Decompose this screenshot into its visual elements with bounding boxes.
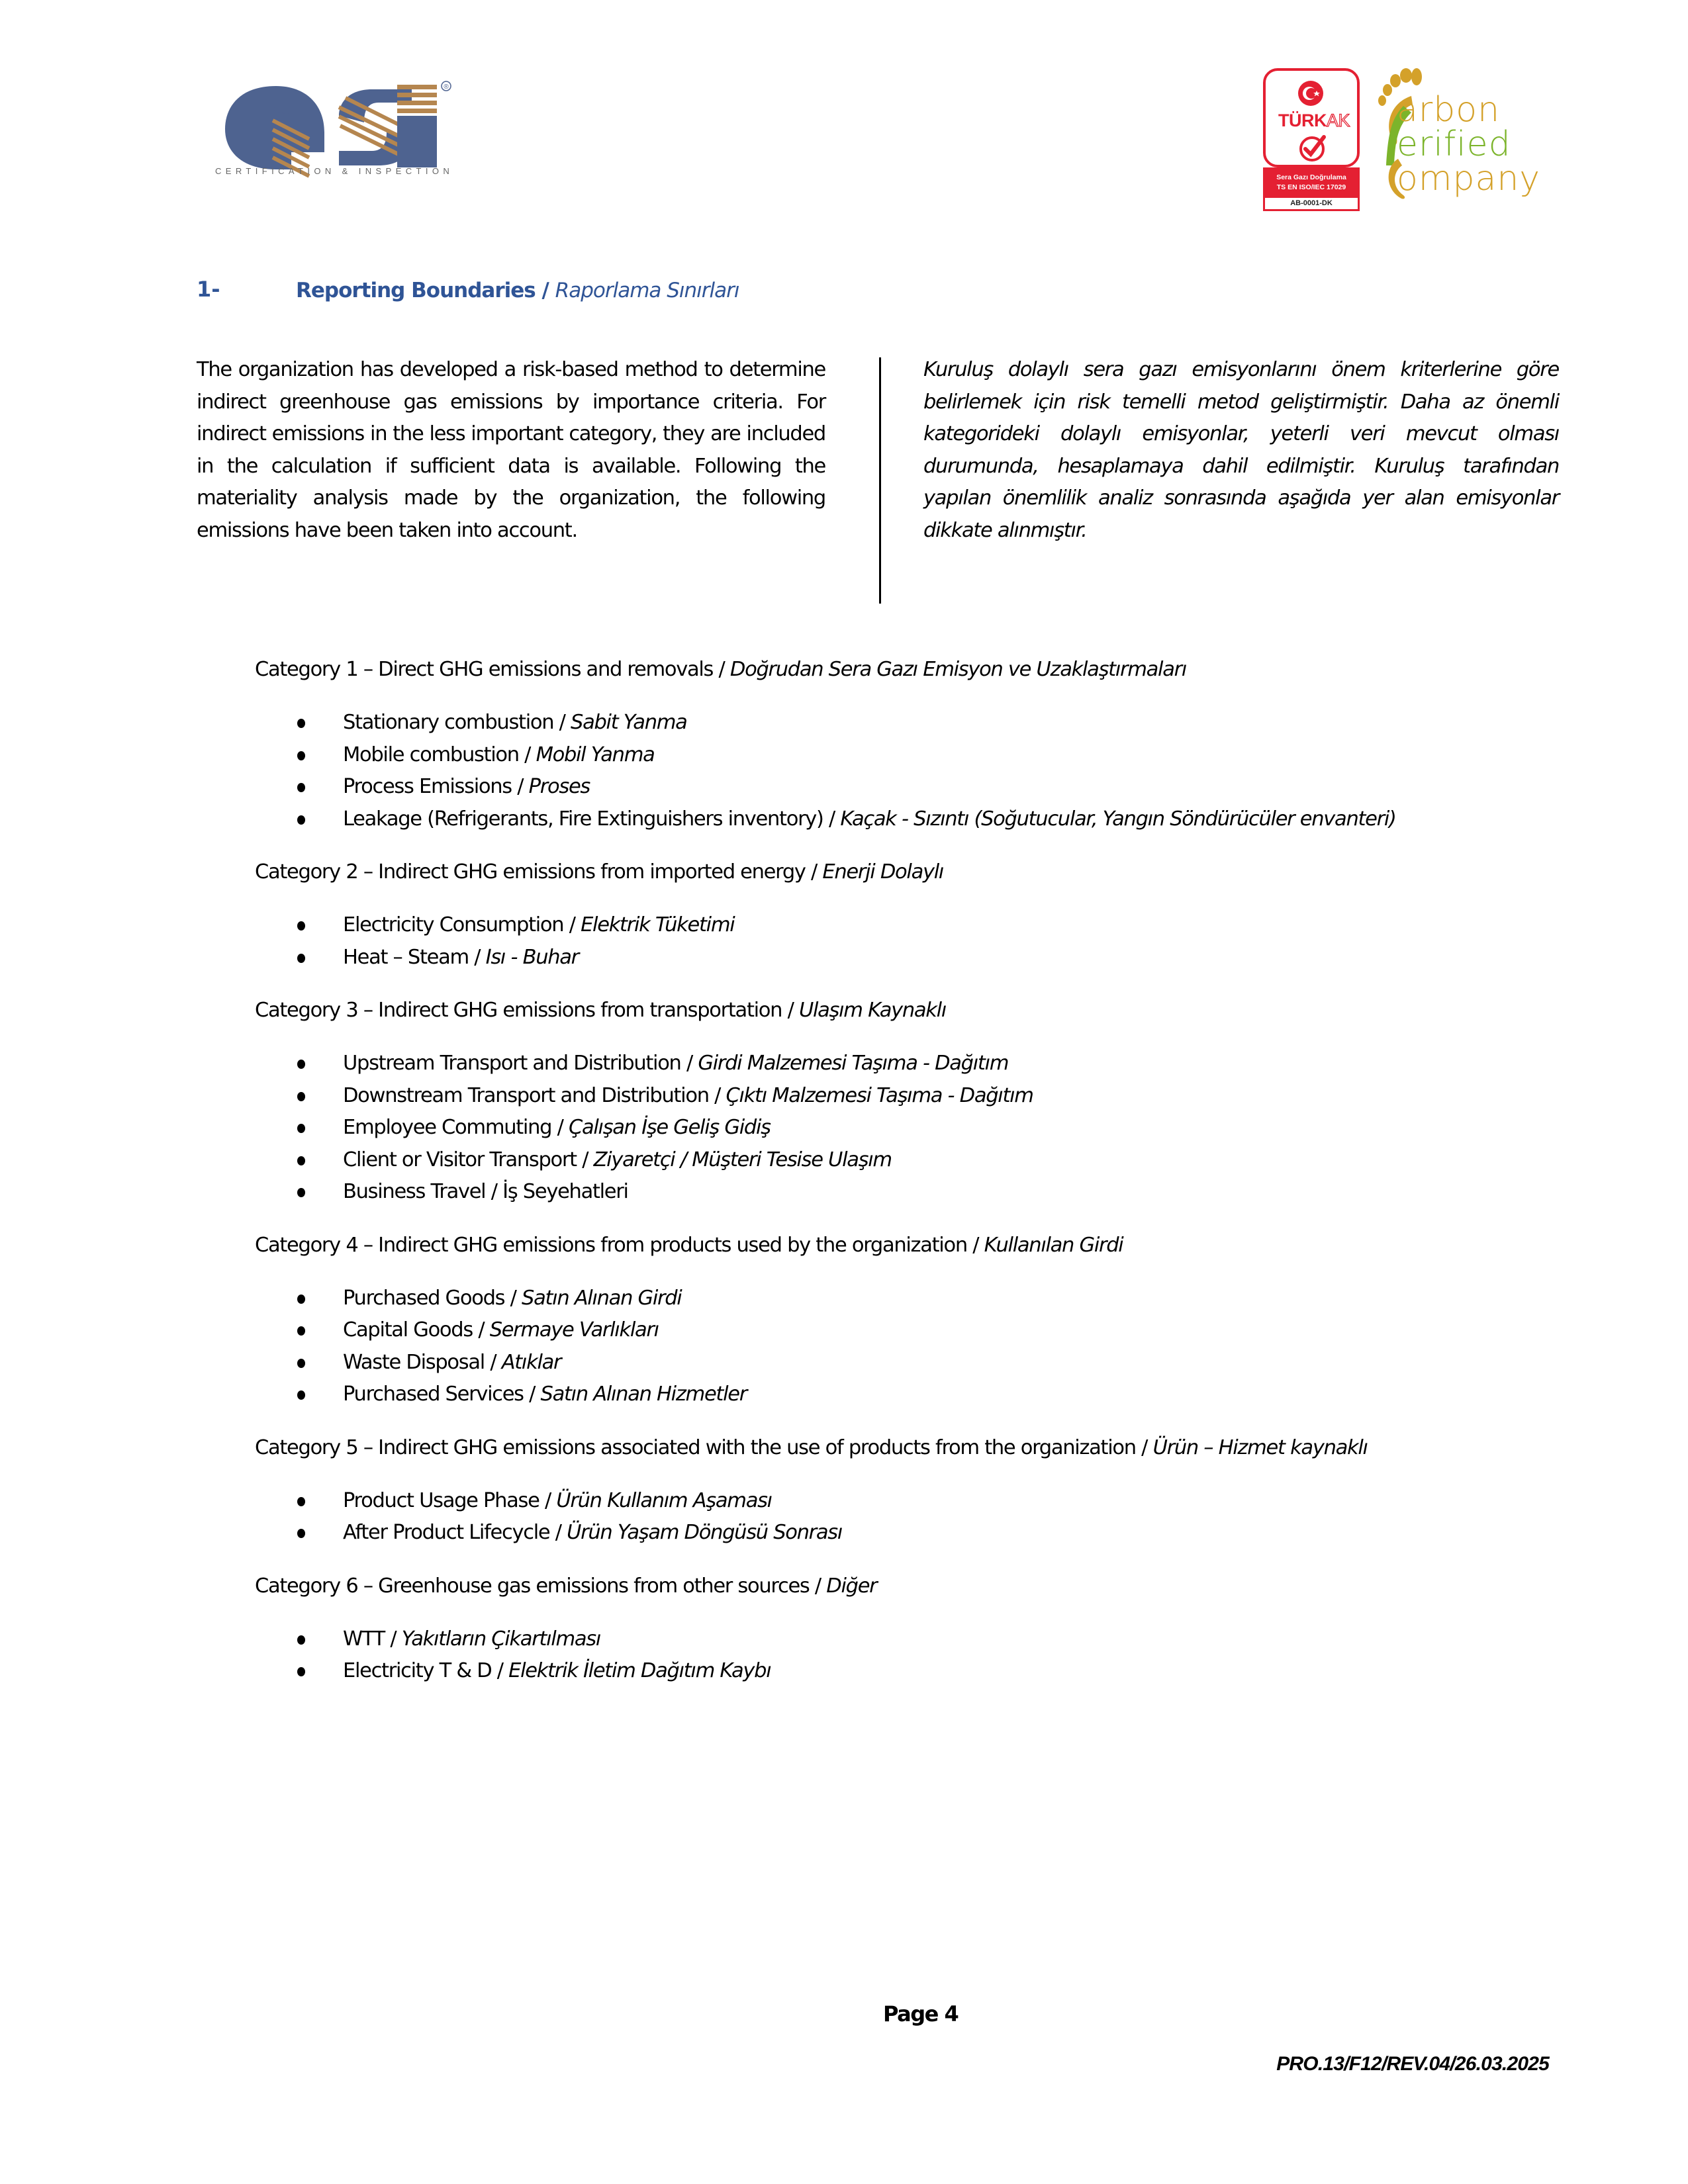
list-item: Capital Goods / Sermaye Varlıkları — [255, 1314, 1552, 1347]
column-divider — [879, 357, 881, 604]
category-title: Category 1 – Direct GHG emissions and removals / Doğrudan Sera Gazı Emisyon ve Uzaklaştırmaları — [255, 658, 1187, 681]
bullet-icon — [297, 1390, 305, 1400]
bullet-icon — [297, 1635, 305, 1645]
category-1 — [255, 654, 1552, 835]
category-5 — [255, 1432, 1552, 1549]
category-title: Category 3 – Indirect GHG emissions from transportation / Ulaşım Kaynaklı — [255, 999, 946, 1022]
bullet-icon — [297, 1092, 305, 1101]
category-title: Category 5 – Indirect GHG emissions associated with the use of products from the organization / Ürün – Hizmet kaynaklı — [255, 1435, 1368, 1459]
turkak-scope-band: Sera Gazı Doğrulama TS EN ISO/IEC 17029 — [1263, 167, 1360, 198]
list-item: Employee Commuting / Çalışan İşe Geliş Gidiş — [255, 1112, 1552, 1144]
page-number: Page 4 — [883, 2001, 959, 2026]
list-item: Heat – Steam / Isı - Buhar — [255, 942, 1552, 974]
document-revision-code: PRO.13/F12/REV.04/26.03.2025 — [1276, 2053, 1549, 2075]
list-item: Leakage (Refrigerants, Fire Extinguishers inventory) / Kaçak - Sızıntı (Soğutucular, Yangın Söndürücüler envanteri) — [255, 803, 1481, 836]
list-item: Mobile combustion / Mobil Yanma — [255, 739, 1552, 772]
svg-text:®: ® — [444, 83, 449, 91]
bullet-icon — [297, 783, 305, 792]
verified-word: erified — [1397, 124, 1511, 164]
turkak-accreditation-badge — [1263, 68, 1362, 210]
bullet-icon — [297, 719, 305, 728]
list-item: Electricity Consumption / Elektrik Tüketimi — [255, 909, 1552, 942]
list-item: Upstream Transport and Distribution / Girdi Malzemesi Taşıma - Dağıtım — [255, 1048, 1552, 1080]
category-3 — [255, 995, 1552, 1208]
category-title: Category 6 – Greenhouse gas emissions from other sources / Diğer — [255, 1574, 877, 1598]
list-item: Process Emissions / Proses — [255, 771, 1552, 803]
intro-turkish: Kuruluş dolaylı sera gazı emisyonlarını önem kriterlerine göre belirlemek için risk temelli metod geliştirmiştir. Daha az önemli kategorideki dolaylı emisyonlar, yeterli veri mevcut olması durumunda, hesaplamaya dahil edilmiştir. Kuruluş tarafından yapılan önemlilik analiz sonrasında aşağıda yer alan emisyonlar dikkate alınmıştır. — [923, 358, 1559, 542]
bullet-icon — [297, 1156, 305, 1165]
category-title: Category 4 – Indirect GHG emissions from products used by the organization / Kullanılan Girdi — [255, 1233, 1123, 1257]
turkak-frame — [1263, 68, 1360, 167]
turkak-accreditation-code: AB-0001-DK — [1263, 198, 1360, 211]
bullet-icon — [297, 1124, 305, 1133]
list-item: Business Travel / İş Seyehatleri — [255, 1176, 1552, 1208]
checkmark-circle-icon — [1297, 132, 1329, 163]
category-2 — [255, 856, 1552, 974]
list-item: Purchased Services / Satın Alınan Hizmetler — [255, 1379, 1552, 1411]
bullet-icon — [297, 921, 305, 931]
bullet-icon — [297, 954, 305, 963]
turkish-flag-crescent-icon — [1297, 79, 1327, 108]
carbon-verified-company-logo — [1372, 66, 1564, 208]
category-title: Category 2 – Indirect GHG emissions from imported energy / Enerji Dolaylı — [255, 860, 944, 884]
list-item: Client or Visitor Transport / Ziyaretçi / Müşteri Tesise Ulaşım — [255, 1144, 1552, 1177]
bullet-icon — [297, 1188, 305, 1197]
qsi-logo — [213, 66, 454, 179]
turkak-wordmark: TÜRKAK — [1278, 111, 1350, 130]
intro-english: The organization has developed a risk-based method to determine indirect greenhouse gas emissions by importance criteria. For indirect emissions in the less important category, they are included in the calculation if sufficient data is available. Following the materiality analysis made by the organization, the following emissions have been taken into account. — [197, 358, 825, 542]
bullet-icon — [297, 815, 305, 825]
list-item: Electricity T & D / Elektrik İletim Dağıtım Kaybı — [255, 1655, 1552, 1688]
bullet-icon — [297, 1667, 305, 1676]
section-number: 1- — [197, 277, 220, 302]
list-item: Waste Disposal / Atıklar — [255, 1347, 1552, 1379]
list-item: After Product Lifecycle / Ürün Yaşam Döngüsü Sonrası — [255, 1517, 1552, 1549]
emission-categories — [255, 654, 1552, 1709]
company-word: ompany — [1397, 159, 1541, 199]
carbon-word: arbon — [1397, 90, 1501, 130]
category-4 — [255, 1230, 1552, 1411]
bullet-icon — [297, 1295, 305, 1304]
section-title: Reporting Boundaries / Raporlama Sınırları — [296, 279, 739, 302]
category-6 — [255, 1570, 1552, 1688]
bullet-icon — [297, 1529, 305, 1538]
list-item: Purchased Goods / Satın Alınan Girdi — [255, 1283, 1552, 1315]
bullet-icon — [297, 1359, 305, 1368]
bullet-icon — [297, 1060, 305, 1069]
bullet-icon — [297, 1497, 305, 1506]
list-item: Product Usage Phase / Ürün Kullanım Aşaması — [255, 1485, 1552, 1518]
list-item: Stationary combustion / Sabit Yanma — [255, 707, 1552, 739]
bullet-icon — [297, 1326, 305, 1336]
list-item: WTT / Yakıtların Çikartılması — [255, 1623, 1552, 1656]
bullet-icon — [297, 751, 305, 760]
qsi-tagline: CERTIFICATION & INSPECTION — [215, 166, 454, 176]
list-item: Downstream Transport and Distribution / Çıktı Malzemesi Taşıma - Dağıtım — [255, 1080, 1552, 1113]
